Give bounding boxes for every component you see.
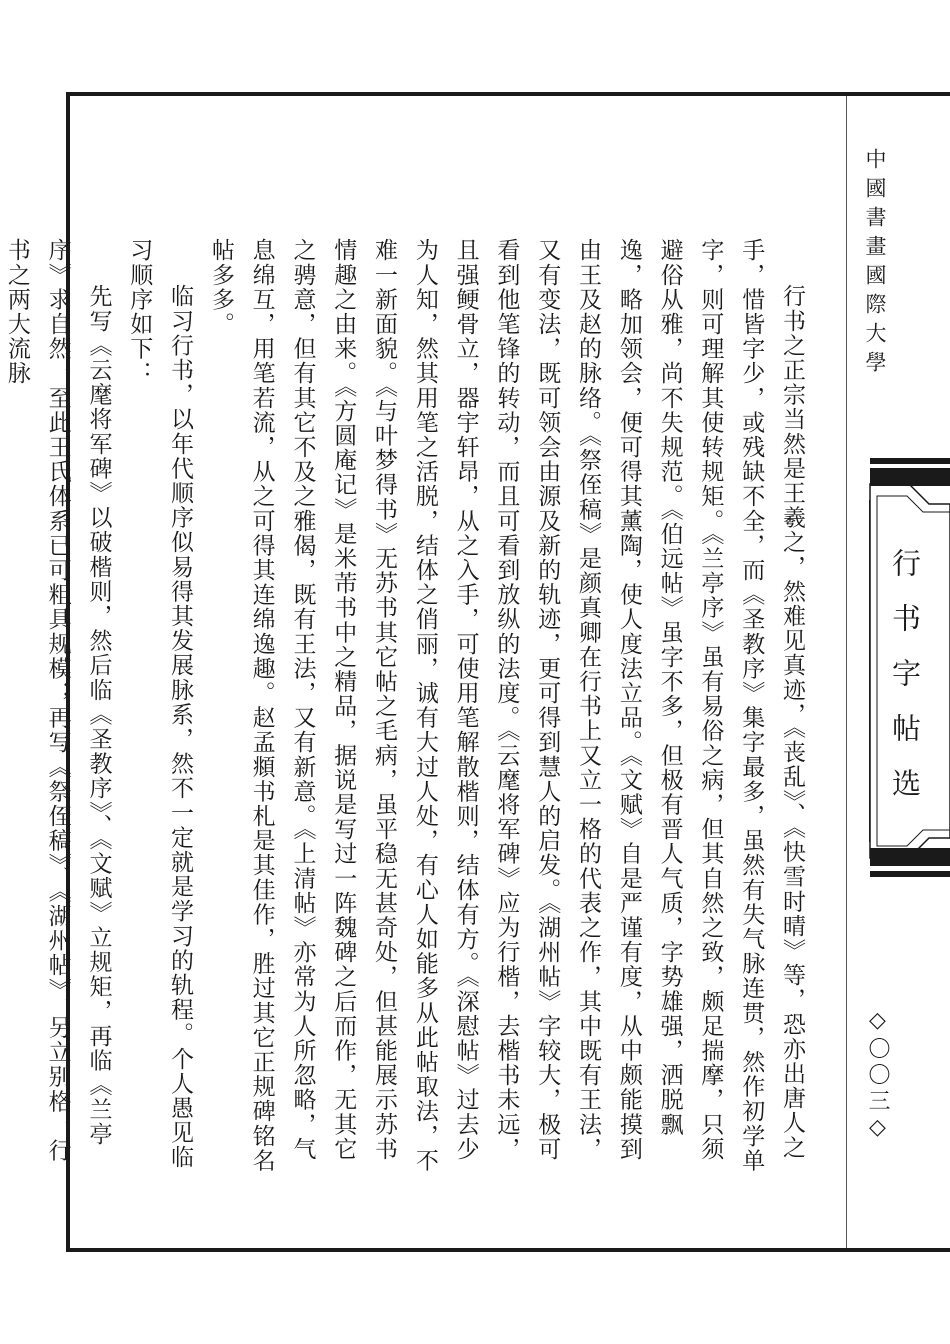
side-label-university: 中國書畫國際大學 [863,148,887,380]
section-tab-title: 行书字帖选 [888,548,922,823]
tab-top-bar [870,458,950,464]
body-text [0,238,812,1183]
page-number: ◇〇〇三◇ [865,1008,890,1144]
margin-divider-line [846,96,847,1248]
paragraph-1: 行书之正宗当然是王羲之，然难见真迹，《丧乱》、《快雪时晴》等，恐亦出唐人之手，惜皆字少，或残缺不全，而《圣教序》集字最多，虽然有失气脉连贯，然作初学单字，则可理解其使转规矩。《兰亭序》虽有易俗之病，但其自然之致，颇足揣摩，只须避俗从雅，尚不失规范。《伯远帖》虽字不多，但极有晋人气质，字势雄强，洒脱飘逸，略加领会，便可得其薰陶，使人度法立品。《文赋》自是严谨有度，从中颇能摸到由王及赵的脉络。《祭侄稿》是颜真卿在行书上又立一格的代表之作，其中既有王法，又有变法，既可领会由源及新的轨迹，更可得到慧人的启发。《湖州帖》字较大，极可看到他笔锋的转动，而且可看到放纵的法度。《云麾将军碑》应为行楷，去楷书未远，且强鲠骨立，器宇轩昂，从之入手，可使用笔解散楷则，结体有方。《深慰帖》过去少为人知，然其用笔之活脱，结体之俏丽，诚有大过人处，有心人如能多从此帖取法，不难一新面貌。《与叶梦得书》无苏书其它帖之毛病，虽平稳无甚奇处，但甚能展示苏书情趣之由来。《方圆庵记》是米芾书中之精品，据说是写过一阵魏碑之后而作，无其它之骋意，但有其它不及之雅偈，既有王法，又有新意。《上清帖》亦常为人所忽略，气息绵互，用笔若流，从之可得其连绵逸趣。赵孟頫书札是其佳作，胜过其它正规碑铭名帖多多。 [207,238,805,1173]
tab-bottom-bar [870,871,950,877]
paragraph-3: 先写《云麾将军碑》以破楷则，然后临《圣教序》、《文赋》立规矩，再临《兰亭序》求自然，至此王氏体系已可粗具规模；再写《祭侄稿》、《湖州帖》，另立别格，行书之两大流脉 [3,238,112,1163]
paragraph-2: 临习行书，以年代顺序似易得其发展脉系，然不一定就是学习的轨程。个人愚见临习顺序如下： [126,238,194,1170]
tab-bottom-band [870,848,950,866]
